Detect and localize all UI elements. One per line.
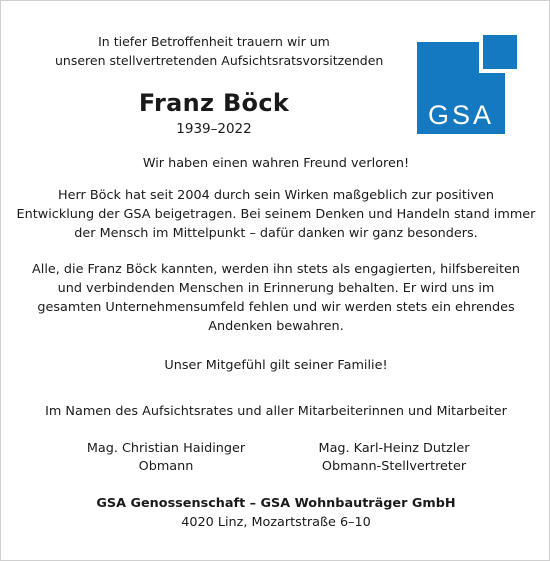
- intro-line-1: In tiefer Betroffenheit trauern wir um: [98, 34, 330, 49]
- paragraph-3-line-1: Alle, die Franz Böck kannten, werden ihn stets als engagierten, hilfsbereiten: [32, 262, 520, 277]
- paragraph-2-line-2: Entwicklung der GSA beigetragen. Bei seinem Denken und Handeln stand immer: [16, 207, 536, 222]
- logo-text: GSA: [427, 100, 495, 130]
- logo-small-square: [483, 35, 517, 69]
- paragraph-4-line-1: Unser Mitgefühl gilt seiner Familie!: [164, 358, 388, 373]
- paragraph-1-line-1: Wir haben einen wahren Freund verloren!: [142, 156, 410, 171]
- footer-company: GSA Genossenschaft – GSA Wohnbauträger GmbH: [96, 496, 456, 511]
- paragraph-3-line-4: Andenken bewahren.: [208, 319, 344, 334]
- signatory-2-role: Obmann-Stellvertreter: [321, 459, 467, 474]
- paragraph-2-line-1: Herr Böck hat seit 2004 durch sein Wirken maßgeblich zur positiven: [57, 188, 494, 203]
- footer-address: 4020 Linz, Mozartstraße 6–10: [181, 515, 371, 530]
- signatory-1-name: Mag. Christian Haidinger: [86, 441, 246, 456]
- paragraph-3-line-2: und verbindenden Menschen in Erinnerung behalten. Er wird uns im: [57, 281, 495, 296]
- signatory-1-role: Obmann: [138, 459, 194, 474]
- paragraph-2-line-3: der Mensch im Mittelpunkt – dafür danken wir ganz besonders.: [74, 226, 478, 241]
- signatory-2-name: Mag. Karl-Heinz Dutzler: [318, 441, 470, 456]
- closing-line: Im Namen des Aufsichtsrates und aller Mitarbeiterinnen und Mitarbeiter: [45, 404, 507, 419]
- deceased-years: 1939–2022: [176, 121, 252, 137]
- deceased-name: Franz Böck: [138, 89, 290, 117]
- paragraph-3-line-3: gesamten Unternehmensumfeld fehlen und wir werden stets ein ehrendes: [37, 300, 515, 315]
- intro-line-2: unseren stellvertretenden Aufsichtsratsvorsitzenden: [55, 53, 384, 68]
- gsa-logo: [417, 32, 520, 134]
